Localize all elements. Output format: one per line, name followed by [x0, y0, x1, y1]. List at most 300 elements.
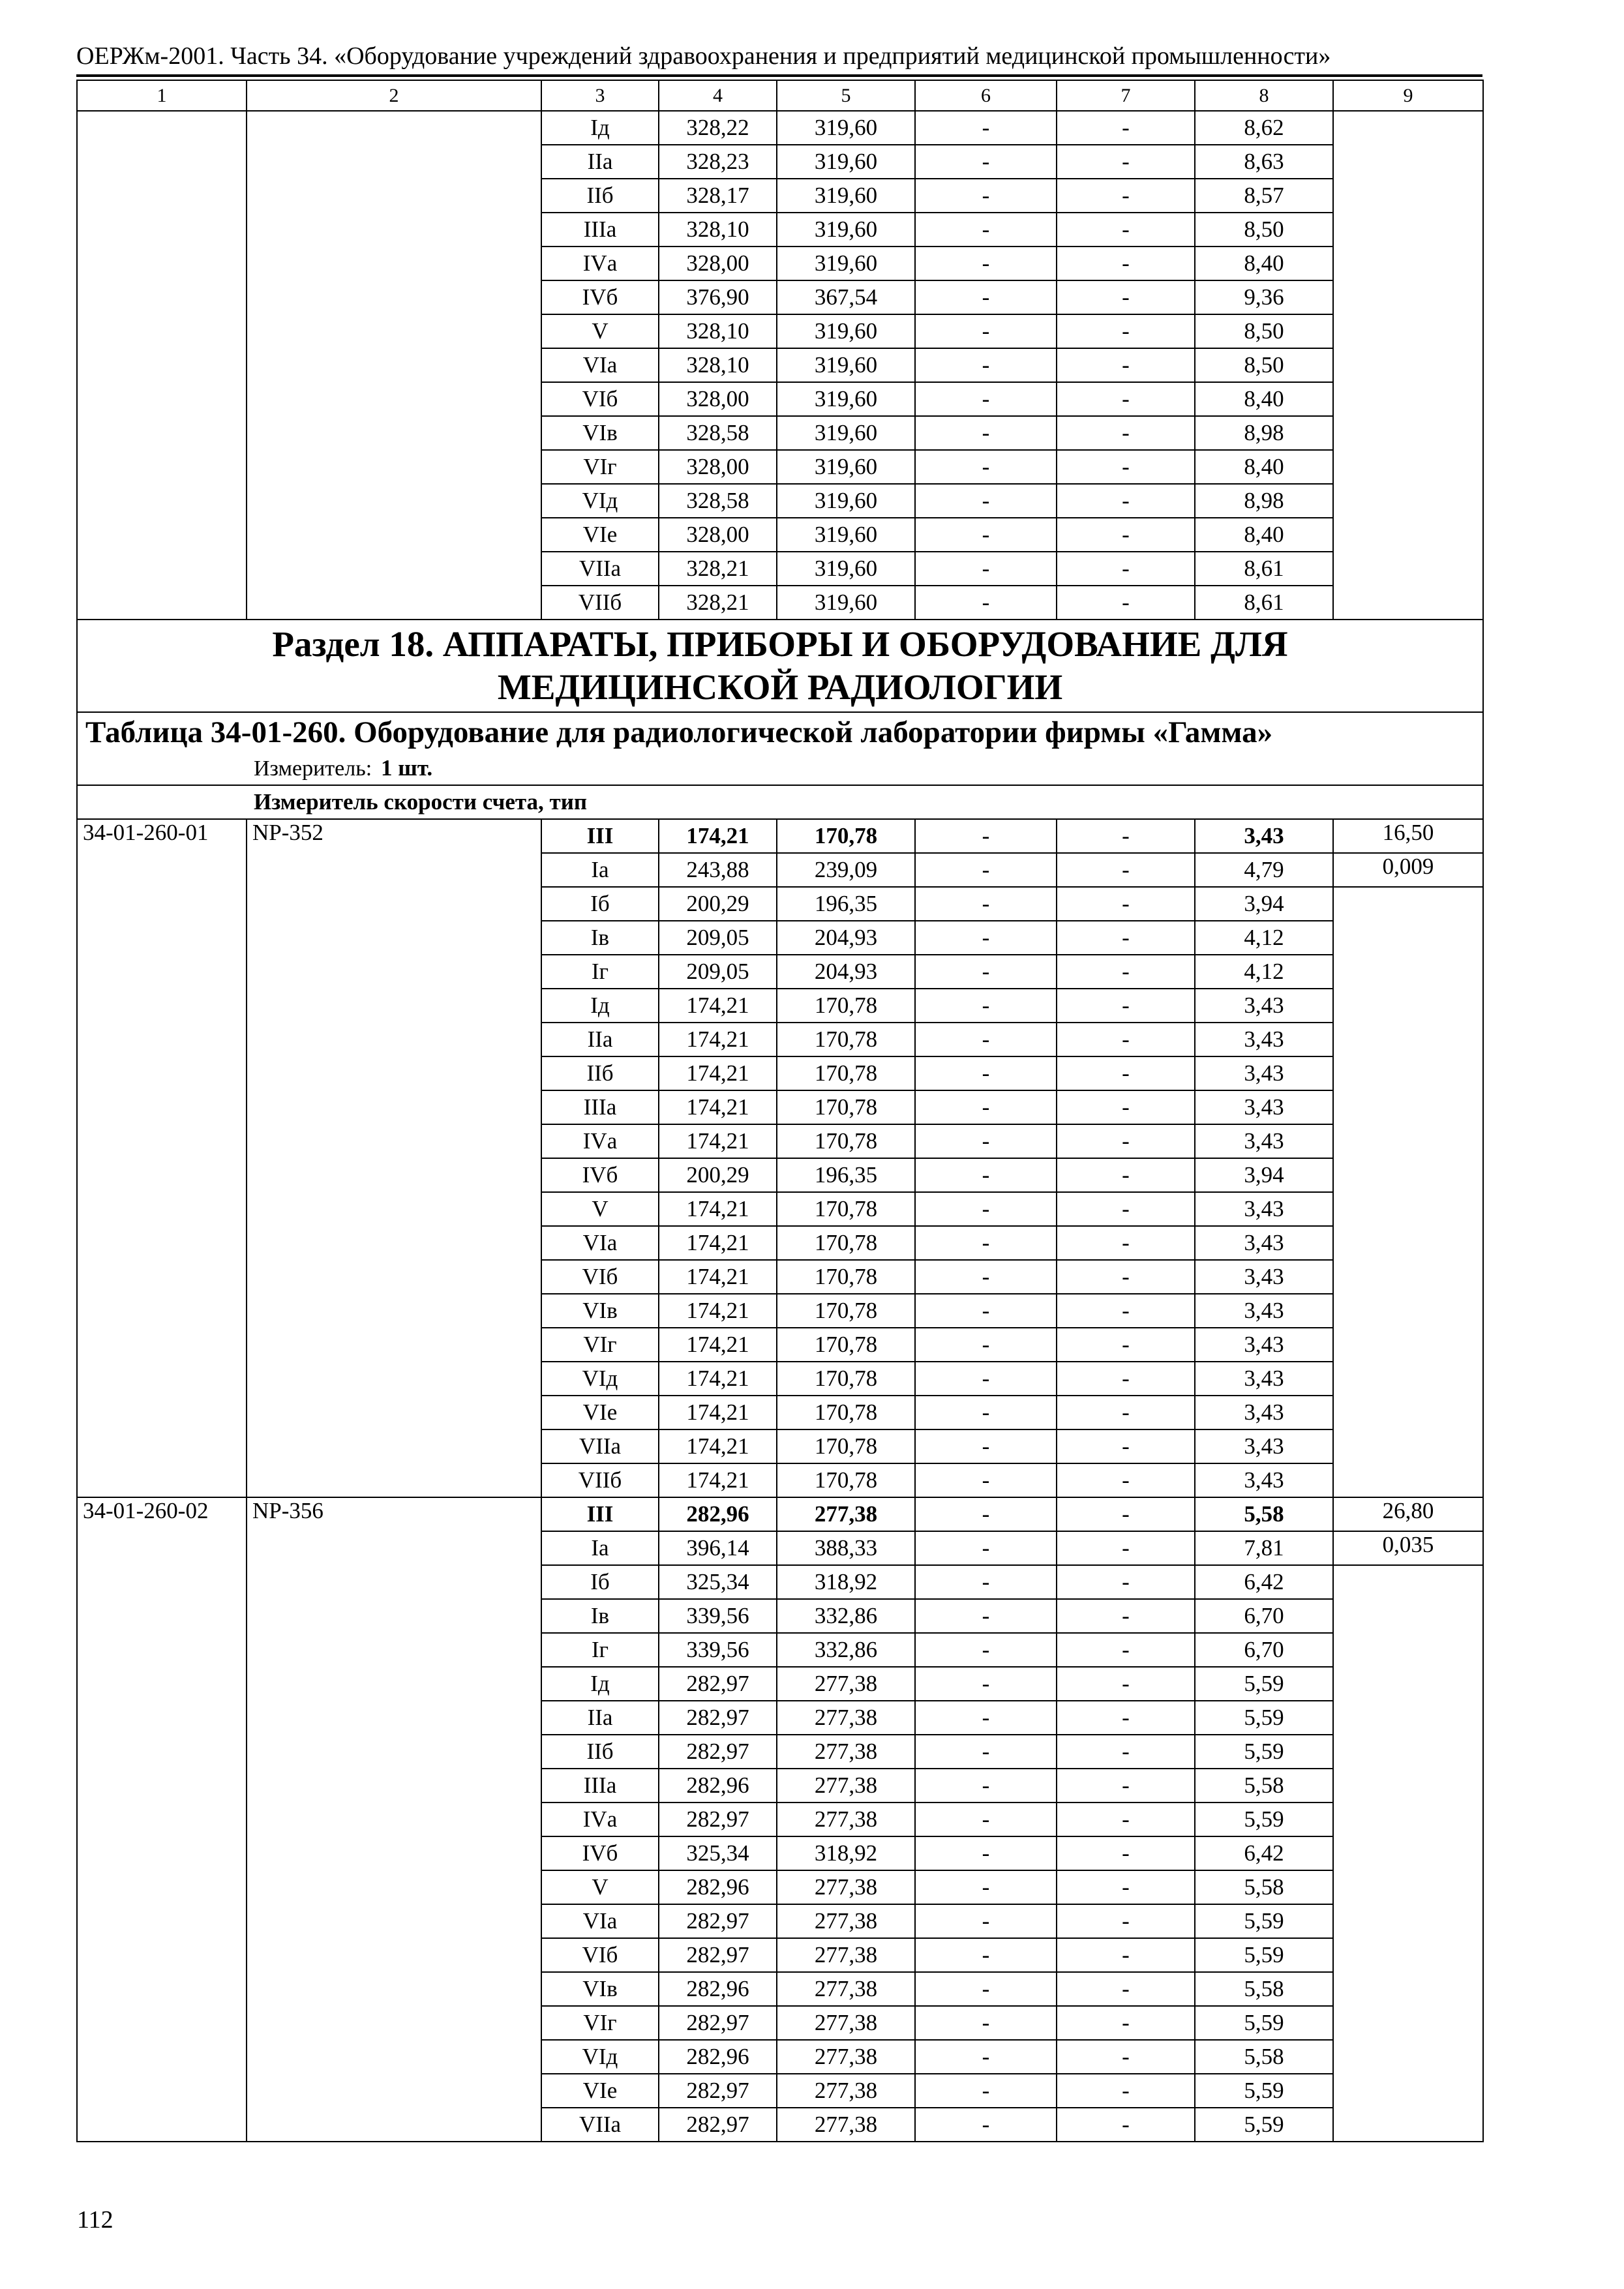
machine-cost-cell: - — [915, 1667, 1057, 1701]
wages-cell: 170,78 — [777, 1294, 915, 1328]
machinist-wages-cell: - — [1057, 518, 1195, 552]
wages-cell: 170,78 — [777, 989, 915, 1023]
wages-cell: 277,38 — [777, 1667, 915, 1701]
machinist-wages-cell: - — [1057, 1260, 1195, 1294]
machinist-wages-cell: - — [1057, 280, 1195, 314]
materials-cost-cell: 5,58 — [1195, 1870, 1333, 1904]
machinist-wages-cell: - — [1057, 450, 1195, 484]
materials-cost-cell: 5,59 — [1195, 2108, 1333, 2142]
materials-cost-cell: 7,81 — [1195, 1531, 1333, 1565]
section-title-line: МЕДИЦИНСКОЙ РАДИОЛОГИИ — [497, 667, 1063, 707]
materials-cost-cell: 3,43 — [1195, 819, 1333, 853]
total-cost-cell: 328,10 — [659, 314, 777, 348]
zone-cell: VIг — [541, 450, 659, 484]
item-name: NP-356 — [247, 1497, 541, 2142]
machine-cost-cell: - — [915, 1023, 1057, 1056]
meter-label: Измеритель: — [254, 756, 372, 781]
zone-cell: IIIа — [541, 1769, 659, 1803]
materials-cost-cell: 3,43 — [1195, 1090, 1333, 1124]
wages-cell: 239,09 — [777, 853, 915, 887]
wages-cell: 319,60 — [777, 179, 915, 213]
zone-cell: Iд — [541, 989, 659, 1023]
machinist-wages-cell: - — [1057, 1565, 1195, 1599]
zone-cell: III — [541, 819, 659, 853]
machine-cost-cell: - — [915, 1870, 1057, 1904]
zone-cell: IVб — [541, 1158, 659, 1192]
zone-cell: Iв — [541, 921, 659, 955]
machinist-wages-cell: - — [1057, 1226, 1195, 1260]
zone-cell: VIб — [541, 1260, 659, 1294]
wages-cell: 277,38 — [777, 2074, 915, 2108]
materials-cost-cell: 3,43 — [1195, 1023, 1333, 1056]
machinist-wages-cell: - — [1057, 1938, 1195, 1972]
machinist-wages-cell: - — [1057, 819, 1195, 853]
machinist-wages-cell: - — [1057, 416, 1195, 450]
total-cost-cell: 174,21 — [659, 1463, 777, 1497]
total-cost-cell: 174,21 — [659, 1226, 777, 1260]
total-cost-cell: 174,21 — [659, 1260, 777, 1294]
total-cost-cell: 174,21 — [659, 1429, 777, 1463]
total-cost-cell: 282,97 — [659, 1735, 777, 1769]
materials-cost-cell: 3,43 — [1195, 1396, 1333, 1429]
zone-cell: Iг — [541, 1633, 659, 1667]
zone-cell: Iд — [541, 111, 659, 145]
zone-cell: IIа — [541, 1701, 659, 1735]
zone-cell: VIг — [541, 2006, 659, 2040]
machine-cost-cell: - — [915, 1090, 1057, 1124]
materials-cost-cell: 8,62 — [1195, 111, 1333, 145]
materials-cost-cell: 4,12 — [1195, 955, 1333, 989]
total-cost-cell: 174,21 — [659, 1056, 777, 1090]
machine-cost-cell: - — [915, 247, 1057, 280]
resource-cell: 16,50 — [1333, 819, 1483, 853]
machinist-wages-cell: - — [1057, 1667, 1195, 1701]
machine-cost-cell: - — [915, 1124, 1057, 1158]
code-cell — [77, 111, 247, 620]
zone-cell: VIд — [541, 2040, 659, 2074]
page-number: 112 — [77, 2206, 113, 2234]
machine-cost-cell: - — [915, 853, 1057, 887]
total-cost-cell: 282,97 — [659, 1803, 777, 1836]
wages-cell: 170,78 — [777, 1090, 915, 1124]
machine-cost-cell: - — [915, 484, 1057, 518]
machine-cost-cell: - — [915, 145, 1057, 179]
machinist-wages-cell: - — [1057, 145, 1195, 179]
machinist-wages-cell: - — [1057, 921, 1195, 955]
wages-cell: 277,38 — [777, 1769, 915, 1803]
wages-cell: 277,38 — [777, 2108, 915, 2142]
total-cost-cell: 282,96 — [659, 2040, 777, 2074]
materials-cost-cell: 8,63 — [1195, 145, 1333, 179]
zone-cell: Iа — [541, 1531, 659, 1565]
zone-cell: VIв — [541, 416, 659, 450]
machinist-wages-cell: - — [1057, 1599, 1195, 1633]
machinist-wages-cell: - — [1057, 314, 1195, 348]
table-title: Таблица 34-01-260. Оборудование для радиологической лаборатории фирмы «Гамма» — [77, 712, 1483, 752]
zone-cell: IVа — [541, 247, 659, 280]
machine-cost-cell: - — [915, 989, 1057, 1023]
resource-cell: 0,009 — [1333, 853, 1483, 887]
machinist-wages-cell: - — [1057, 989, 1195, 1023]
machine-cost-cell: - — [915, 2108, 1057, 2142]
zone-cell: IIа — [541, 145, 659, 179]
materials-cost-cell: 8,40 — [1195, 247, 1333, 280]
machine-cost-cell: - — [915, 1938, 1057, 1972]
total-cost-cell: 282,96 — [659, 1972, 777, 2006]
materials-cost-cell: 3,43 — [1195, 1294, 1333, 1328]
materials-cost-cell: 3,43 — [1195, 1429, 1333, 1463]
column-number: 9 — [1333, 80, 1483, 111]
wages-cell: 170,78 — [777, 1124, 915, 1158]
wages-cell: 388,33 — [777, 1531, 915, 1565]
wages-cell: 332,86 — [777, 1599, 915, 1633]
machine-cost-cell: - — [915, 819, 1057, 853]
materials-cost-cell: 5,58 — [1195, 2040, 1333, 2074]
zone-cell: Iб — [541, 1565, 659, 1599]
wages-cell: 319,60 — [777, 552, 915, 586]
meter-value: 1 шт. — [381, 755, 433, 781]
total-cost-cell: 396,14 — [659, 1531, 777, 1565]
zone-cell: VIа — [541, 348, 659, 382]
materials-cost-cell: 3,43 — [1195, 1463, 1333, 1497]
materials-cost-cell: 3,43 — [1195, 1226, 1333, 1260]
machine-cost-cell: - — [915, 887, 1057, 921]
zone-cell: VIа — [541, 1904, 659, 1938]
zone-cell: IVб — [541, 1836, 659, 1870]
zone-cell: VIд — [541, 484, 659, 518]
wages-cell: 277,38 — [777, 1904, 915, 1938]
machinist-wages-cell: - — [1057, 586, 1195, 620]
wages-cell: 277,38 — [777, 1701, 915, 1735]
zone-cell: VIв — [541, 1972, 659, 2006]
column-number: 5 — [777, 80, 915, 111]
materials-cost-cell: 8,40 — [1195, 382, 1333, 416]
wages-cell: 318,92 — [777, 1836, 915, 1870]
zone-cell: IIа — [541, 1023, 659, 1056]
materials-cost-cell: 8,61 — [1195, 586, 1333, 620]
resource-cell: 0,035 — [1333, 1531, 1483, 1565]
total-cost-cell: 328,00 — [659, 518, 777, 552]
zone-cell: IIб — [541, 1735, 659, 1769]
zone-cell: VIIа — [541, 2108, 659, 2142]
wages-cell: 319,60 — [777, 111, 915, 145]
column-number: 6 — [915, 80, 1057, 111]
wages-cell: 277,38 — [777, 2040, 915, 2074]
wages-cell: 170,78 — [777, 1362, 915, 1396]
wages-cell: 196,35 — [777, 1158, 915, 1192]
machinist-wages-cell: - — [1057, 484, 1195, 518]
wages-cell: 204,93 — [777, 921, 915, 955]
machinist-wages-cell: - — [1057, 1023, 1195, 1056]
wages-cell: 277,38 — [777, 1938, 915, 1972]
resource-cell — [1333, 887, 1483, 1497]
materials-cost-cell: 8,50 — [1195, 348, 1333, 382]
materials-cost-cell: 8,40 — [1195, 518, 1333, 552]
total-cost-cell: 376,90 — [659, 280, 777, 314]
column-number: 4 — [659, 80, 777, 111]
zone-cell: IVа — [541, 1803, 659, 1836]
wages-cell: 277,38 — [777, 1870, 915, 1904]
zone-cell: V — [541, 314, 659, 348]
machinist-wages-cell: - — [1057, 2074, 1195, 2108]
machine-cost-cell: - — [915, 1328, 1057, 1362]
machinist-wages-cell: - — [1057, 1090, 1195, 1124]
machine-cost-cell: - — [915, 280, 1057, 314]
wages-cell: 367,54 — [777, 280, 915, 314]
machinist-wages-cell: - — [1057, 2108, 1195, 2142]
table-row — [77, 1497, 1483, 1531]
item-code: 34-01-260-01 — [77, 819, 247, 1497]
machine-cost-cell: - — [915, 1396, 1057, 1429]
wages-cell: 319,60 — [777, 518, 915, 552]
materials-cost-cell: 8,98 — [1195, 484, 1333, 518]
total-cost-cell: 174,21 — [659, 1023, 777, 1056]
machinist-wages-cell: - — [1057, 179, 1195, 213]
machine-cost-cell: - — [915, 1972, 1057, 2006]
total-cost-cell: 325,34 — [659, 1836, 777, 1870]
wages-cell: 204,93 — [777, 955, 915, 989]
total-cost-cell: 282,97 — [659, 2006, 777, 2040]
total-cost-cell: 282,97 — [659, 1938, 777, 1972]
machine-cost-cell: - — [915, 518, 1057, 552]
column-number: 8 — [1195, 80, 1333, 111]
column-number-row — [77, 80, 1483, 111]
materials-cost-cell: 5,59 — [1195, 1667, 1333, 1701]
total-cost-cell: 328,00 — [659, 450, 777, 484]
wages-cell: 170,78 — [777, 1328, 915, 1362]
machine-cost-cell: - — [915, 586, 1057, 620]
table-title-row — [77, 712, 1483, 752]
materials-cost-cell: 3,94 — [1195, 887, 1333, 921]
materials-cost-cell: 8,40 — [1195, 450, 1333, 484]
machinist-wages-cell: - — [1057, 1633, 1195, 1667]
materials-cost-cell: 3,43 — [1195, 1056, 1333, 1090]
machine-cost-cell: - — [915, 1294, 1057, 1328]
materials-cost-cell: 6,70 — [1195, 1599, 1333, 1633]
wages-cell: 277,38 — [777, 2006, 915, 2040]
zone-cell: VIа — [541, 1226, 659, 1260]
machinist-wages-cell: - — [1057, 1362, 1195, 1396]
machinist-wages-cell: - — [1057, 111, 1195, 145]
zone-cell: IIIа — [541, 213, 659, 247]
materials-cost-cell: 5,59 — [1195, 2006, 1333, 2040]
table-body — [77, 80, 1483, 2142]
zone-cell: VIIб — [541, 1463, 659, 1497]
machinist-wages-cell: - — [1057, 1396, 1195, 1429]
wages-cell: 319,60 — [777, 416, 915, 450]
total-cost-cell: 328,17 — [659, 179, 777, 213]
item-name: NP-352 — [247, 819, 541, 1497]
total-cost-cell: 339,56 — [659, 1599, 777, 1633]
machine-cost-cell: - — [915, 1260, 1057, 1294]
machinist-wages-cell: - — [1057, 1497, 1195, 1531]
machine-cost-cell: - — [915, 416, 1057, 450]
total-cost-cell: 328,23 — [659, 145, 777, 179]
materials-cost-cell: 6,42 — [1195, 1836, 1333, 1870]
wages-cell: 332,86 — [777, 1633, 915, 1667]
wages-cell: 319,60 — [777, 247, 915, 280]
zone-cell: VIе — [541, 518, 659, 552]
total-cost-cell: 328,00 — [659, 247, 777, 280]
zone-cell: IVб — [541, 280, 659, 314]
wages-cell: 319,60 — [777, 145, 915, 179]
materials-cost-cell: 4,79 — [1195, 853, 1333, 887]
zone-cell: VIIа — [541, 1429, 659, 1463]
machine-cost-cell: - — [915, 348, 1057, 382]
zone-cell: VIе — [541, 1396, 659, 1429]
total-cost-cell: 174,21 — [659, 819, 777, 853]
machine-cost-cell: - — [915, 1226, 1057, 1260]
machinist-wages-cell: - — [1057, 887, 1195, 921]
zone-cell: Iа — [541, 853, 659, 887]
total-cost-cell: 174,21 — [659, 1124, 777, 1158]
total-cost-cell: 209,05 — [659, 921, 777, 955]
materials-cost-cell: 3,43 — [1195, 1260, 1333, 1294]
total-cost-cell: 174,21 — [659, 1328, 777, 1362]
total-cost-cell: 328,22 — [659, 111, 777, 145]
section-title — [77, 620, 1483, 712]
resource-cell — [1333, 111, 1483, 620]
machinist-wages-cell: - — [1057, 382, 1195, 416]
materials-cost-cell: 3,43 — [1195, 1328, 1333, 1362]
machine-cost-cell: - — [915, 1056, 1057, 1090]
subgroup-row — [77, 785, 1483, 819]
materials-cost-cell: 5,59 — [1195, 2074, 1333, 2108]
wages-cell: 319,60 — [777, 348, 915, 382]
rates-table — [76, 80, 1484, 2142]
materials-cost-cell: 8,50 — [1195, 213, 1333, 247]
total-cost-cell: 328,10 — [659, 213, 777, 247]
zone-cell: VIг — [541, 1328, 659, 1362]
materials-cost-cell: 5,58 — [1195, 1769, 1333, 1803]
wages-cell: 319,60 — [777, 450, 915, 484]
wages-cell: 319,60 — [777, 484, 915, 518]
total-cost-cell: 174,21 — [659, 1192, 777, 1226]
machinist-wages-cell: - — [1057, 1836, 1195, 1870]
machinist-wages-cell: - — [1057, 1192, 1195, 1226]
total-cost-cell: 325,34 — [659, 1565, 777, 1599]
machinist-wages-cell: - — [1057, 1429, 1195, 1463]
total-cost-cell: 328,21 — [659, 586, 777, 620]
zone-cell: V — [541, 1870, 659, 1904]
wages-cell: 318,92 — [777, 1565, 915, 1599]
resource-cell: 26,80 — [1333, 1497, 1483, 1531]
machine-cost-cell: - — [915, 111, 1057, 145]
machinist-wages-cell: - — [1057, 1701, 1195, 1735]
zone-cell: VIб — [541, 382, 659, 416]
machinist-wages-cell: - — [1057, 2040, 1195, 2074]
materials-cost-cell: 5,59 — [1195, 1803, 1333, 1836]
name-cell — [247, 111, 541, 620]
wages-cell: 170,78 — [777, 1056, 915, 1090]
materials-cost-cell: 5,58 — [1195, 1497, 1333, 1531]
wages-cell: 170,78 — [777, 1396, 915, 1429]
zone-cell: VIIа — [541, 552, 659, 586]
total-cost-cell: 174,21 — [659, 1396, 777, 1429]
column-number: 2 — [247, 80, 541, 111]
zone-cell: V — [541, 1192, 659, 1226]
machinist-wages-cell: - — [1057, 1803, 1195, 1836]
materials-cost-cell: 5,59 — [1195, 1938, 1333, 1972]
wages-cell: 170,78 — [777, 1192, 915, 1226]
materials-cost-cell: 8,50 — [1195, 314, 1333, 348]
machinist-wages-cell: - — [1057, 1328, 1195, 1362]
materials-cost-cell: 5,59 — [1195, 1701, 1333, 1735]
machine-cost-cell: - — [915, 213, 1057, 247]
total-cost-cell: 282,96 — [659, 1769, 777, 1803]
resource-cell — [1333, 1565, 1483, 2142]
item-code: 34-01-260-02 — [77, 1497, 247, 2142]
total-cost-cell: 174,21 — [659, 1362, 777, 1396]
materials-cost-cell: 3,43 — [1195, 1362, 1333, 1396]
materials-cost-cell: 8,57 — [1195, 179, 1333, 213]
machine-cost-cell: - — [915, 552, 1057, 586]
materials-cost-cell: 8,98 — [1195, 416, 1333, 450]
total-cost-cell: 243,88 — [659, 853, 777, 887]
total-cost-cell: 282,96 — [659, 1497, 777, 1531]
machine-cost-cell: - — [915, 1599, 1057, 1633]
total-cost-cell: 328,10 — [659, 348, 777, 382]
wages-cell: 196,35 — [777, 887, 915, 921]
machine-cost-cell: - — [915, 2006, 1057, 2040]
zone-cell: Iб — [541, 887, 659, 921]
machine-cost-cell: - — [915, 1769, 1057, 1803]
wages-cell: 170,78 — [777, 1429, 915, 1463]
machinist-wages-cell: - — [1057, 1904, 1195, 1938]
machinist-wages-cell: - — [1057, 1124, 1195, 1158]
zone-cell: IIIа — [541, 1090, 659, 1124]
wages-cell: 170,78 — [777, 1260, 915, 1294]
wages-cell: 277,38 — [777, 1803, 915, 1836]
zone-cell: IVа — [541, 1124, 659, 1158]
wages-cell: 319,60 — [777, 382, 915, 416]
machine-cost-cell: - — [915, 955, 1057, 989]
total-cost-cell: 282,97 — [659, 1701, 777, 1735]
wages-cell: 170,78 — [777, 1226, 915, 1260]
total-cost-cell: 339,56 — [659, 1633, 777, 1667]
machine-cost-cell: - — [915, 2040, 1057, 2074]
total-cost-cell: 328,58 — [659, 416, 777, 450]
materials-cost-cell: 6,70 — [1195, 1633, 1333, 1667]
materials-cost-cell: 9,36 — [1195, 280, 1333, 314]
total-cost-cell: 209,05 — [659, 955, 777, 989]
section-title-line: Раздел 18. АППАРАТЫ, ПРИБОРЫ И ОБОРУДОВАНИЕ ДЛЯ — [272, 624, 1288, 664]
wages-cell: 319,60 — [777, 213, 915, 247]
materials-cost-cell: 3,43 — [1195, 1192, 1333, 1226]
wages-cell: 170,78 — [777, 1023, 915, 1056]
column-number: 7 — [1057, 80, 1195, 111]
machine-cost-cell: - — [915, 1701, 1057, 1735]
machinist-wages-cell: - — [1057, 1972, 1195, 2006]
zone-cell: VIд — [541, 1362, 659, 1396]
machine-cost-cell: - — [915, 1803, 1057, 1836]
machine-cost-cell: - — [915, 1158, 1057, 1192]
zone-cell: IIб — [541, 1056, 659, 1090]
materials-cost-cell: 5,59 — [1195, 1735, 1333, 1769]
wages-cell: 319,60 — [777, 586, 915, 620]
zone-cell: VIв — [541, 1294, 659, 1328]
machine-cost-cell: - — [915, 1904, 1057, 1938]
wages-cell: 277,38 — [777, 1735, 915, 1769]
machinist-wages-cell: - — [1057, 1531, 1195, 1565]
column-number: 1 — [77, 80, 247, 111]
total-cost-cell: 282,97 — [659, 1667, 777, 1701]
zone-cell: III — [541, 1497, 659, 1531]
machinist-wages-cell: - — [1057, 955, 1195, 989]
materials-cost-cell: 5,58 — [1195, 1972, 1333, 2006]
zone-cell: IIб — [541, 179, 659, 213]
header-rule — [76, 74, 1482, 77]
